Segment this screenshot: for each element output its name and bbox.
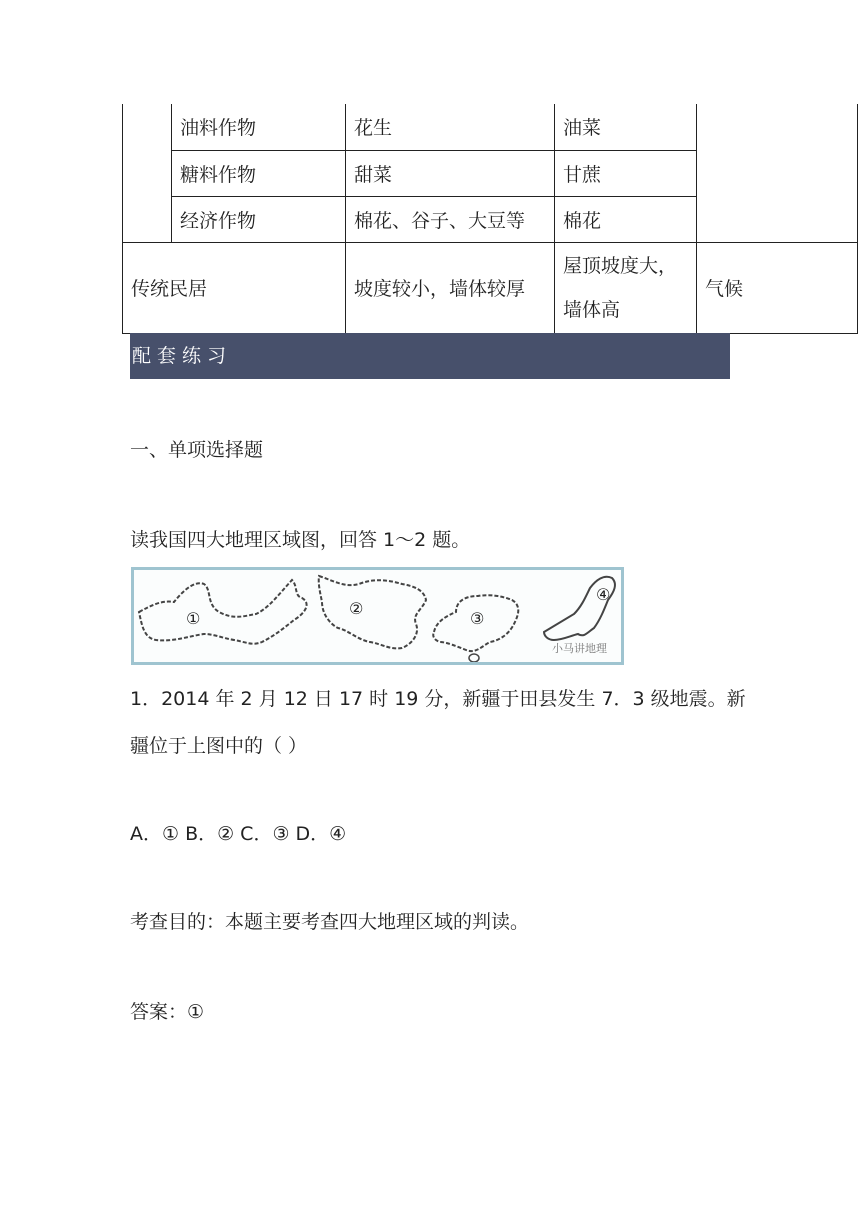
- question-line-2: 疆位于上图中的（ ）: [130, 735, 308, 757]
- table-cell-housing-label: 传统民居: [123, 242, 346, 333]
- table-row: [123, 104, 858, 150]
- instruction-text: 读我国四大地理区域图，回答 1～2 题。: [130, 529, 471, 551]
- region-2-outline: [319, 576, 426, 648]
- purpose-text: 考查目的：本题主要考查四大地理区域的判读。: [130, 911, 530, 933]
- region-3-label: ③: [470, 609, 485, 628]
- table-cell-housing-south: [555, 242, 697, 333]
- question-line-1: 1．2014 年 2 月 12 日 17 时 19 分，新疆于田县发生 7．3 级地震。新: [130, 688, 746, 710]
- table-cell-category: 油料作物: [172, 104, 346, 150]
- comparison-table: [122, 104, 858, 334]
- table-cell-housing-north: 坡度较小，墙体较厚: [346, 242, 555, 333]
- region-2-label: ②: [349, 599, 364, 618]
- regions-map-image: [131, 567, 624, 665]
- table-cell-south: 甘蔗: [555, 150, 697, 196]
- region-1-label: ①: [186, 609, 201, 628]
- question-options: A．① B．② C．③ D．④: [130, 823, 347, 845]
- island-shape: [469, 654, 479, 662]
- section-title: 一、单项选择题: [130, 439, 264, 461]
- region-1-outline: [139, 580, 307, 644]
- table-cell-north: 甜菜: [346, 150, 555, 196]
- housing-south-line1: 屋顶坡度大，: [563, 254, 678, 277]
- regions-map-svg: [134, 570, 621, 662]
- table-cell-north: 花生: [346, 104, 555, 150]
- table-cell-south: 棉花: [555, 196, 697, 242]
- table-row-housing: [123, 242, 858, 333]
- section-banner: 配套练习: [130, 333, 730, 379]
- map-watermark: 小马讲地理: [552, 642, 607, 655]
- table-cell-north: 棉花、谷子、大豆等: [346, 196, 555, 242]
- table-cell-blank: [123, 104, 172, 242]
- answer-text: 答案：①: [130, 1001, 205, 1023]
- table-cell-south: 油菜: [555, 104, 697, 150]
- table-cell-housing-factor: 气候: [697, 242, 858, 333]
- table-cell-category: 糖料作物: [172, 150, 346, 196]
- table-cell-category: 经济作物: [172, 196, 346, 242]
- table-cell-blank: [697, 104, 858, 242]
- region-4-label: ④: [596, 585, 611, 604]
- housing-south-line2: 墙体高: [563, 298, 621, 321]
